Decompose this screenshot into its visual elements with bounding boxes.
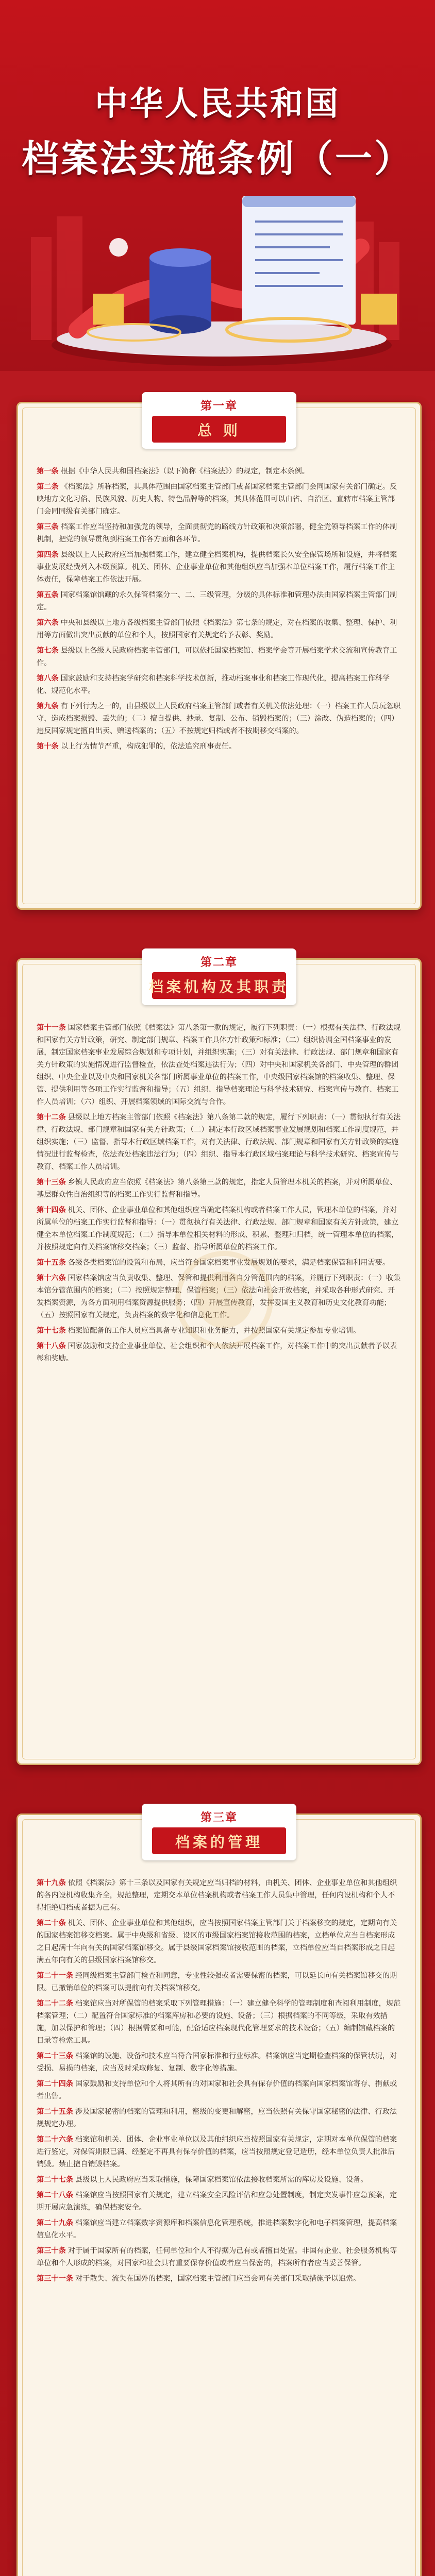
article-number: 第三十一条 <box>37 2275 73 2283</box>
chapter-number: 第二章 <box>200 956 238 969</box>
article-number: 第七条 <box>37 647 59 655</box>
chapter-header <box>142 392 296 449</box>
article-text: 各级各类档案馆的设置和布局，应当符合国家档案事业发展规划的要求，满足档案保管和利用需要。 <box>68 1259 390 1267</box>
chapter-panel-3 <box>16 1811 422 2576</box>
article-number: 第二十七条 <box>37 2176 73 2184</box>
article-number: 第五条 <box>37 591 59 599</box>
article <box>37 617 401 641</box>
article <box>37 1970 401 1994</box>
article-text: 国家档案馆馆藏的永久保管档案分一、二、三级管理，分级的具体标准和管理办法由国家档案主管部门制定。 <box>37 591 397 612</box>
article-number: 第二十条 <box>37 1919 66 1927</box>
hero-banner <box>0 0 435 371</box>
chapter-body <box>37 1022 401 1368</box>
article-text: 涉及国家秘密的档案的管理和利用，密级的变更和解密，应当依照有关保守国家秘密的法律、行政法规规定办理。 <box>37 2108 397 2128</box>
article-text: 国家鼓励和支持单位和个人将其所有的对国家和社会具有保存价值的档案向国家档案馆寄存、捐献或者出售。 <box>37 2080 397 2100</box>
article-number: 第二十二条 <box>37 1999 73 2008</box>
article-text: 档案馆应当建立档案数字资源库和档案信息化管理系统，推进档案数字化和电子档案管理，提高档案信息化水平。 <box>37 2219 397 2240</box>
article-text: 经同级档案主管部门检查和同意，专业性较强或者需要保密的档案，可以延长向有关档案馆移交的期限。已撤销单位的档案可以提前向有关档案馆移交。 <box>37 1972 397 1992</box>
article-number: 第十二条 <box>37 1113 66 1122</box>
article-text: 依照《档案法》第十三条以及国家有关规定应当归档的材料，由机关、团体、企业事业单位和其他组织的各内设机构收集齐全，规范整理，定期交本单位档案机构或者档案工作人员集中管理，任何内设机构和个人不得拒绝归档或者据为己有。 <box>37 1879 397 1912</box>
article-text: 档案馆和机关、团体、企业事业单位以及其他组织应当按照国家有关规定，定期对本单位保管的档案进行鉴定，对保管期限已满、经鉴定不再具有保存价值的档案，应当按照规定登记造册，经本单位负责人批准后销毁。禁止擅自销毁档案。 <box>37 2136 397 2168</box>
article-number: 第二十一条 <box>37 1972 73 1980</box>
article <box>37 1176 401 1201</box>
article-number: 第二十四条 <box>37 2080 73 2088</box>
hero-title-line2: 档案法实施条例（一） <box>21 137 413 180</box>
article <box>37 465 401 478</box>
article <box>37 2174 401 2186</box>
article-number: 第三十条 <box>37 2247 66 2255</box>
article-text: 有下列行为之一的，由县级以上人民政府档案主管部门或者有关机关依法处理：（一）档案工作人员玩忽职守，造成档案损毁、丢失的；（二）擅自提供、抄录、复制、公布、销毁档案的；（三）涂改、伪造档案的；（四）违反国家规定擅自出卖、赠送档案的；（五）不按规定归档或者不按期移交档案的。 <box>37 702 401 735</box>
article-number: 第二十八条 <box>37 2191 73 2199</box>
article-number: 第十五条 <box>37 1259 66 1267</box>
article-text: 档案馆应当按照国家有关规定，建立档案安全风险评估和应急处置制度，制定突发事件应急预案，定期开展应急演练，确保档案安全。 <box>37 2191 397 2212</box>
article-text: 县级以上人民政府应当加强档案工作，建立健全档案机构，提供档案长久安全保管场所和设施，并将档案事业发展经费列入本级预算。机关、团体、企业事业单位和其他组织应当加强本单位档案工作，履行档案工作主体责任，保障档案工作依法开展。 <box>37 551 397 584</box>
article <box>37 1204 401 1253</box>
chapter-panel-2 <box>16 958 422 1765</box>
article-text: 对于属于国家所有的档案，任何单位和个人不得据为己有或者擅自处置。非国有企业、社会服务机构等单位和个人形成的档案，对国家和社会具有重要保存价值或者应当保密的，档案所有者应当妥善保管。 <box>37 2247 397 2267</box>
article <box>37 740 401 753</box>
article-text: 对于散失、流失在国外的档案，国家档案主管部门应当会同有关部门采取措施予以追索。 <box>75 2275 361 2283</box>
article <box>37 1340 401 1365</box>
article-number: 第十八条 <box>37 1342 66 1350</box>
article <box>37 521 401 546</box>
article <box>37 645 401 669</box>
article <box>37 481 401 518</box>
scroll-icon <box>242 196 356 325</box>
article-text: 县级以上人民政府应当采取措施，保障国家档案馆依法接收档案所需的库房及设施、设备。 <box>75 2176 368 2184</box>
cylinder-icon <box>149 248 211 334</box>
article-number: 第二十五条 <box>37 2108 73 2116</box>
article <box>37 1022 401 1108</box>
article <box>37 2217 401 2242</box>
article <box>37 2189 401 2214</box>
article-number: 第四条 <box>37 551 59 559</box>
article-number: 第一条 <box>37 467 59 476</box>
article <box>37 2245 401 2269</box>
article-number: 第十七条 <box>37 1327 66 1335</box>
article <box>37 2273 401 2285</box>
chapter-body <box>37 1877 401 2288</box>
hero-title-line1: 中华人民共和国 <box>95 85 340 123</box>
article-number: 第十九条 <box>37 1879 66 1887</box>
article-number: 第二十六条 <box>37 2136 73 2144</box>
chapter-number: 第三章 <box>200 1811 238 1824</box>
article <box>37 700 401 737</box>
chapter-name: 档案机构及其职责 <box>148 978 289 995</box>
chapter-name: 总 则 <box>197 422 241 439</box>
article-number: 第二十三条 <box>37 2052 73 2060</box>
article <box>37 1325 401 1337</box>
chapter-number: 第一章 <box>200 400 238 413</box>
article-number: 第二十九条 <box>37 2219 73 2227</box>
chapter-header <box>142 948 296 1005</box>
article <box>37 672 401 697</box>
article-number: 第十条 <box>37 742 59 751</box>
hero-decoration <box>0 175 435 371</box>
article <box>37 2078 401 2103</box>
article-text: 国家鼓励和支持档案学研究和档案科学技术创新，推动档案事业和档案工作现代化，提高档案工作科学化、规范化水平。 <box>37 674 390 695</box>
article <box>37 1917 401 1967</box>
article-text: 县级以上地方档案主管部门依照《档案法》第八条第二款的规定，履行下列职责：（一）贯彻执行有关法律、行政法规、部门规章和国家有关方针政策；（二）制定本行政区域档案事业发展规划和档案工作制度规范，并组织实施；（三）监督、指导本行政区域档案工作，对有关法律、行政法规、部门规章和国家有关方针政策的实施情况进行监督检查，依法查处档案违法行为；（四）组织、指导本行政区域档案理论与科学技术研究、档案宣传与教育、档案工作人员培训。 <box>37 1113 401 1171</box>
chapter-header <box>142 1804 296 1860</box>
article-number: 第二条 <box>37 483 59 491</box>
article <box>37 1272 401 1321</box>
article-text: 中央和县级以上地方各级档案主管部门依照《档案法》第七条的规定，对在档案的收集、整理、保护、利用等方面做出突出贡献的单位和个人，按照国家有关规定给予表彰、奖励。 <box>37 619 397 639</box>
article-text: 机关、团体、企业事业单位和其他组织，应当按照国家档案主管部门关于档案移交的规定，定期向有关的国家档案馆移交档案。属于中央级和省级、设区的市级国家档案馆接收范围的档案，立档单位应当自档案形成之日起满十年向有关的国家档案馆移交。属于县级国家档案馆接收范围的档案，立档单位应当自档案形成之日起满五年向有关的县级国家档案馆移交。 <box>37 1919 397 1964</box>
article <box>37 1997 401 2047</box>
article-text: 国家档案馆应当负责收集、整理、保管和提供利用各自分管范围内的档案，并履行下列职责：（一）收集本馆分管范围内的档案；（二）按照规定整理、保管档案；（三）依法向社会开放档案，并采取各种形式研究、开发档案资源，为各方面利用档案资源提供服务；（四）开展宣传教育，发挥爱国主义教育和历史文化教育功能；（五）按照国家有关规定，负责档案的数字化和信息化工作。 <box>37 1274 401 1319</box>
article-text: 档案馆的设施、设备和技术应当符合国家标准和行业标准。档案馆应当定期检查档案的保管状况，对受损、易损的档案，应当及时采取修复、复制、数字化等措施。 <box>37 2052 397 2073</box>
article-number: 第六条 <box>37 619 59 627</box>
article-text: 以上行为情节严重，构成犯罪的，依法追究刑事责任。 <box>60 742 237 751</box>
article <box>37 2050 401 2075</box>
article-text: 档案馆应当对所保管的档案采取下列管理措施：（一）建立健全科学的管理制度和查阅利用制度，规范档案管理；（二）配置符合国家标准的档案库房和必要的设施、设备；（三）根据档案的不同等级，采取有效措施，加以保护和管理；（四）根据需要和可能，配备适应档案现代化管理要求的技术设备；（五）编制馆藏档案的目录等检索工具。 <box>37 1999 401 2045</box>
article-number: 第十四条 <box>37 1206 66 1214</box>
article-number: 第八条 <box>37 674 59 683</box>
article <box>37 2133 401 2171</box>
article-text: 机关、团体、企业事业单位和其他组织应当确定档案机构或者档案工作人员，管理本单位的档案，并对所属单位的档案工作实行监督和指导：（一）贯彻执行有关法律、行政法规、部门规章和国家有关方针政策，建立健全本单位档案工作制度规范；（二）指导本单位相关材料的形成、积累、整理和归档，统一管理本单位的档案，并按照规定向有关档案馆移交档案；（三）监督、指导所属单位的档案工作。 <box>37 1206 399 1251</box>
article-number: 第三条 <box>37 523 59 531</box>
article <box>37 2106 401 2130</box>
article <box>37 1877 401 1914</box>
article <box>37 1257 401 1269</box>
article-text: 乡镇人民政府应当依照《档案法》第八条第三款的规定，指定人员管理本机关的档案，并对所属单位、基层群众性自治组织等的档案工作实行监督和指导。 <box>37 1178 397 1199</box>
article-text: 档案馆配备的工作人员应当具备专业知识和业务能力，并按照国家有关规定参加专业培训。 <box>68 1327 361 1335</box>
article-text: 国家鼓励和支持企业事业单位、社会组织和个人依法开展档案工作，对档案工作中的突出贡献者予以表彰和奖励。 <box>37 1342 397 1363</box>
article-text: 《档案法》所称档案，其具体范围由国家档案主管部门或者国家档案主管部门会同国家有关部门确定。反映地方文化习俗、民族风貌、历史人物、特色品牌等的档案，其具体范围可以由省、自治区、直辖市档案主管部门会同同级有关部门确定。 <box>37 483 397 516</box>
chapter-panel-1 <box>16 402 422 910</box>
article-text: 根据《中华人民共和国档案法》（以下简称《档案法》）的规定，制定本条例。 <box>60 467 309 476</box>
chapter-name: 档案的管理 <box>175 1834 263 1851</box>
article-number: 第九条 <box>37 702 59 710</box>
article-text: 国家档案主管部门依照《档案法》第八条第一款的规定，履行下列职责：（一）根据有关法律、行政法规和国家有关方针政策，研究、制定部门规章、档案工作具体方针政策和标准；（二）组织协调全国档案事业的发展，制定国家档案事业发展综合规划和专项计划，并组织实施；（三）对有关法律、行政法规、部门规章和国家有关方针政策的实施情况进行监督检查，依法查处档案违法行为；（四）对中央和国家机关各部门、中央管理的群团组织、中央企业以及中央和国家机关各部门所属事业单位的档案工作，中央级国家档案馆的档案收集、整理、保管、提供利用等各项工作实行监督和指导；（五）组织、指导档案理论与科学技术研究、档案宣传与教育、档案工作人员培训；（六）组织、开展档案领域的国际交流与合作。 <box>37 1024 401 1106</box>
article-number: 第十三条 <box>37 1178 66 1187</box>
article <box>37 589 401 614</box>
article-number: 第十六条 <box>37 1274 66 1282</box>
article-text: 档案工作应当坚持和加强党的领导，全面贯彻党的路线方针政策和决策部署，健全党领导档案工作的体制机制，把党的领导贯彻到档案工作各方面和各环节。 <box>37 523 397 544</box>
article <box>37 1111 401 1173</box>
article-number: 第十一条 <box>37 1024 66 1032</box>
chapter-body <box>37 465 401 756</box>
article-text: 县级以上各级人民政府档案主管部门，可以依托国家档案馆、档案学会等开展档案学术交流和宣传教育工作。 <box>37 647 397 667</box>
article <box>37 549 401 586</box>
